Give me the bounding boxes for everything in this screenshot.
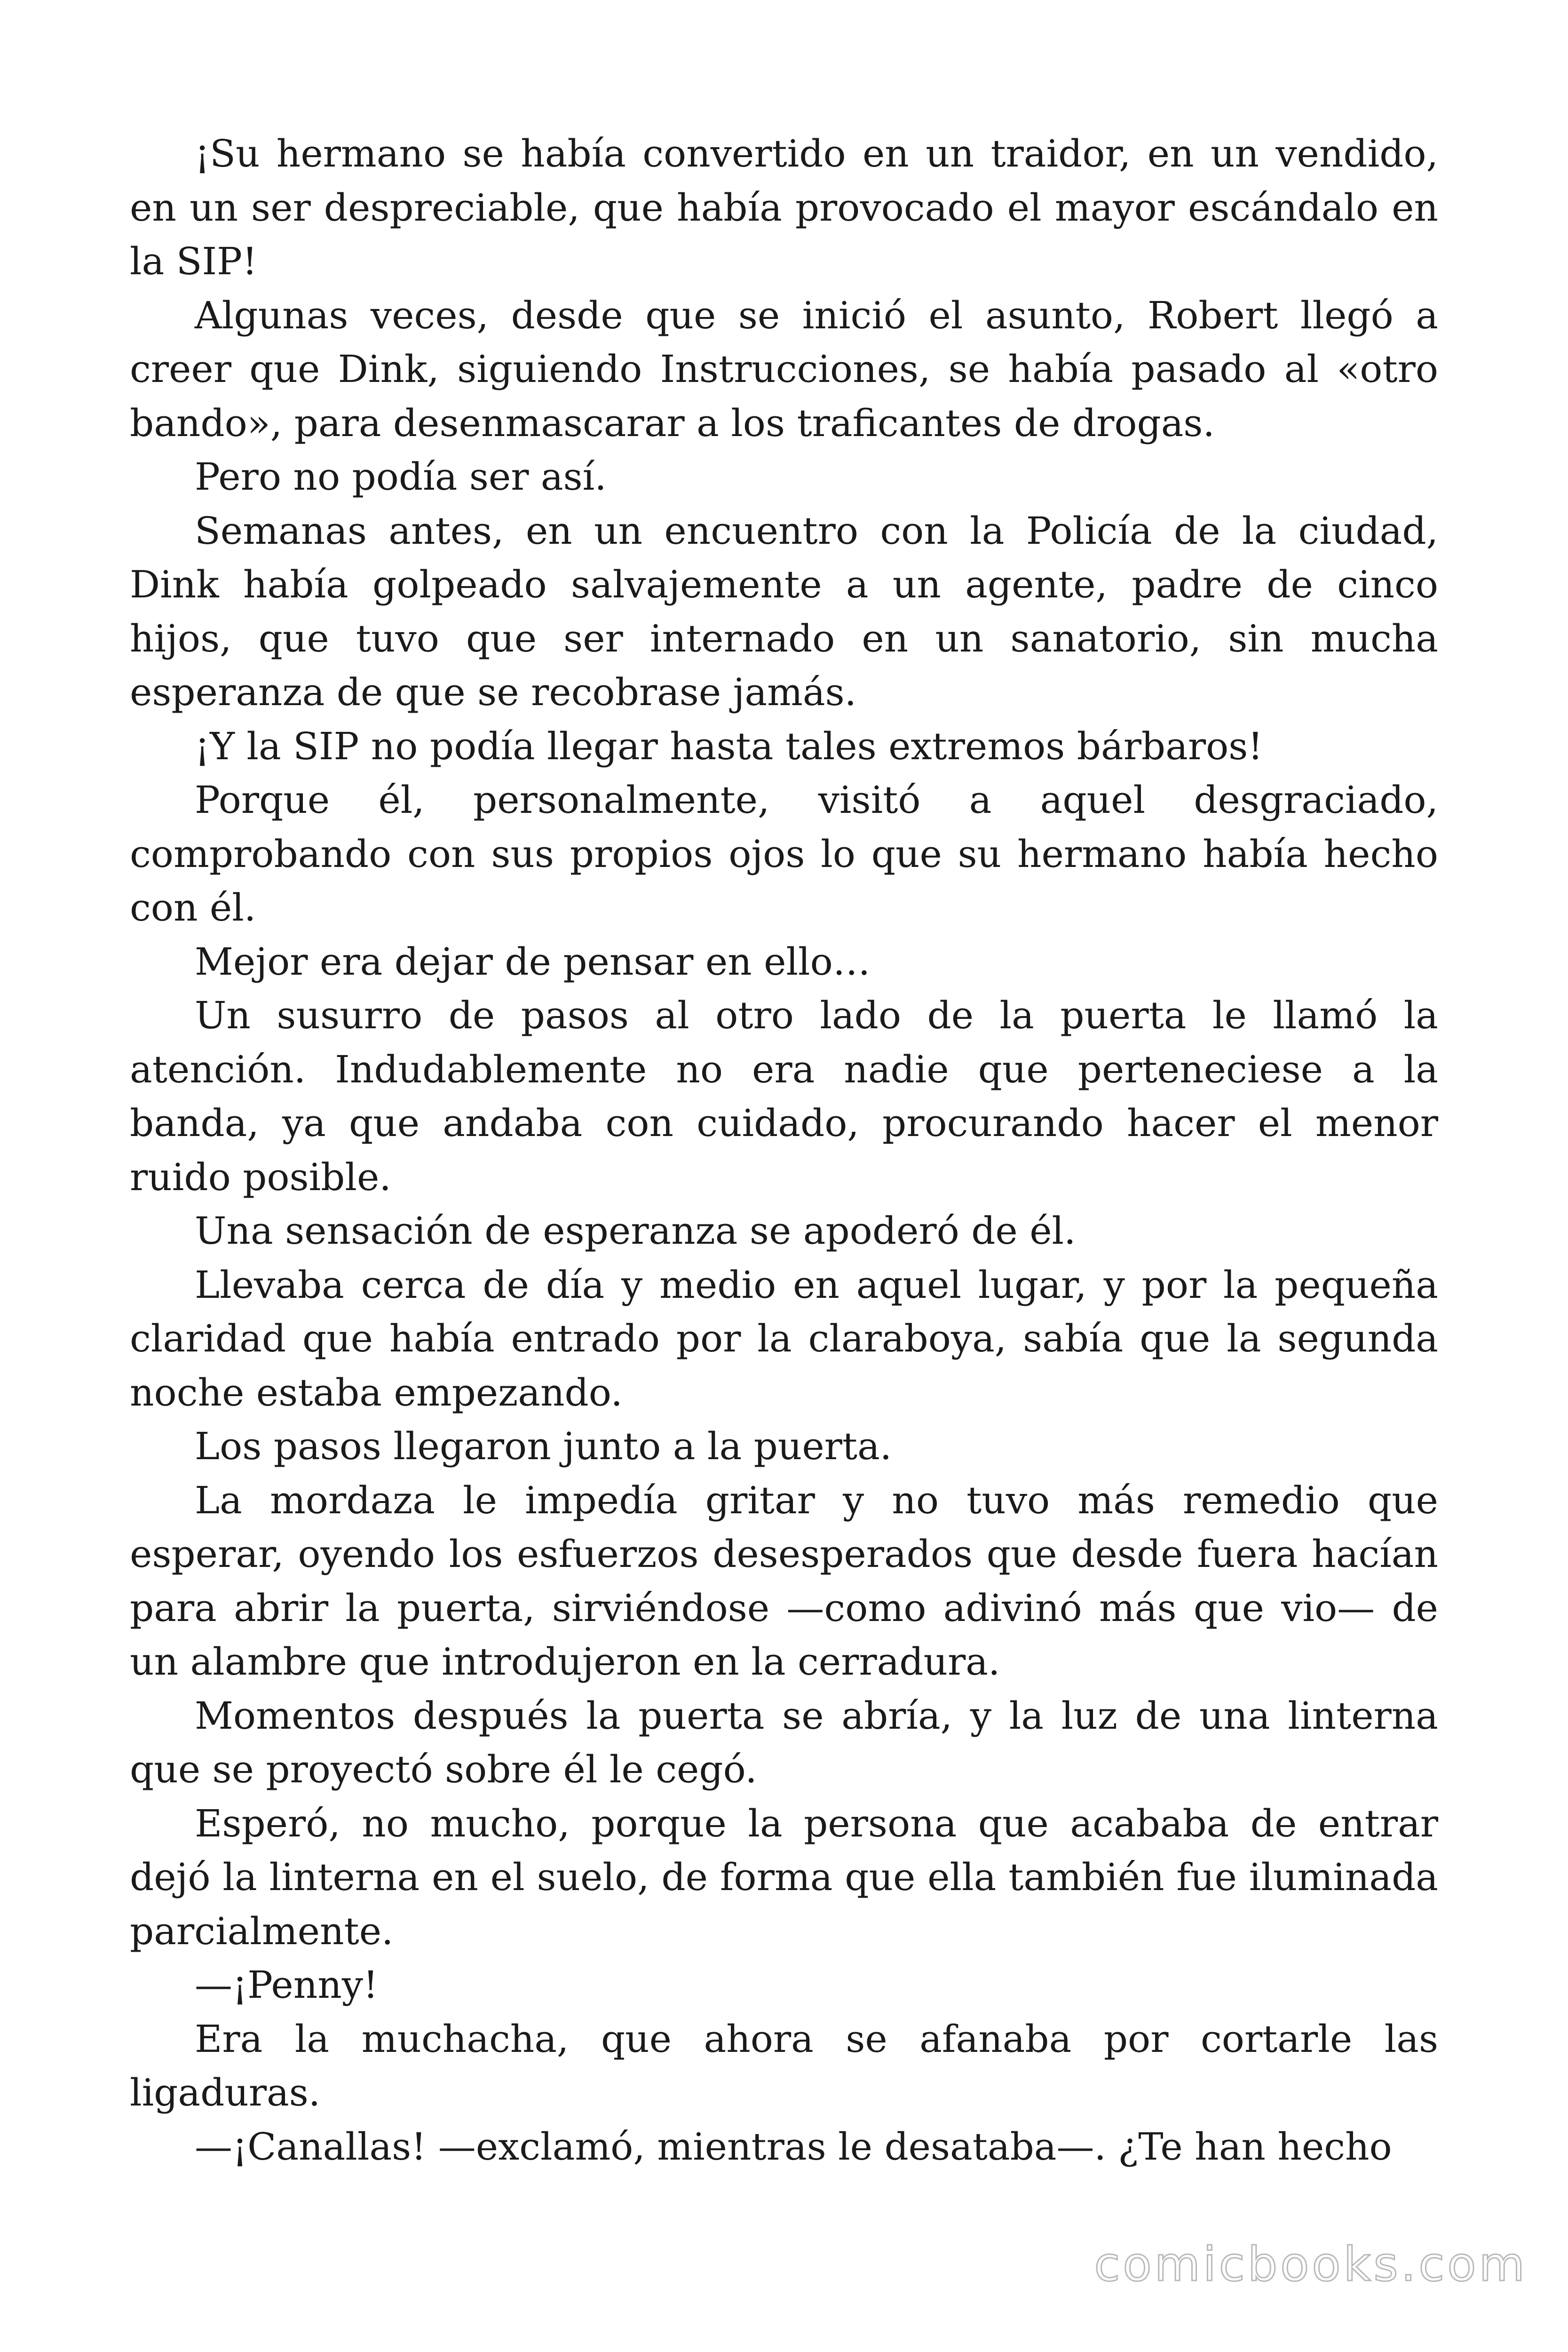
paragraph-17: —¡Canallas! —exclamó, mientras le desataba—. ¿Te han hecho (195, 2124, 1392, 2169)
body-text (130, 127, 1438, 2174)
paragraph-9: Una sensación de esperanza se apoderó de él. (195, 1209, 1076, 1253)
paragraph-13: Momentos después la puerta se abría, y la luz de una linterna que se proyectó sobre él le cegó. (130, 1693, 1438, 1791)
paragraph-5: ¡Y la SIP no podía llegar hasta tales extremos bárbaros! (195, 724, 1263, 768)
paragraph-16: Era la muchacha, que ahora se afanaba por cortarle las ligaduras. (130, 2017, 1438, 2114)
paragraph-4: Semanas antes, en un encuentro con la Policía de la ciudad, Dink había golpeado salvajemente a un agente, padre de cinco hijos, que tuvo que ser internado en un sanatorio, sin mucha esperanza de que se recobrase jamás. (130, 509, 1438, 714)
paragraph-1: ¡Su hermano se había convertido en un traidor, en un vendido, en un ser despreciable, que había provocado el mayor escándalo en la SIP! (130, 132, 1438, 283)
paragraph-15: —¡Penny! (195, 1963, 379, 2007)
paragraph-10: Llevaba cerca de día y medio en aquel lugar, y por la pequeña claridad que había entrado por la claraboya, sabía que la segunda noche estaba empezando. (130, 1263, 1438, 1414)
paragraph-12: La mordaza le impedía gritar y no tuvo más remedio que esperar, oyendo los esfuerzos desesperados que desde fuera hacían para abrir la puerta, sirviéndose —como adivinó más que vio— de un alambre que introdujeron en la cerradura. (130, 1478, 1438, 1684)
paragraph-2: Algunas veces, desde que se inició el asunto, Robert llegó a creer que Dink, siguiendo Instrucciones, se había pasado al «otro bando», para desenmascarar a los traficantes de drogas. (130, 293, 1438, 445)
watermark: comicbooks.com (1094, 2237, 1528, 2292)
paragraph-11: Los pasos llegaron junto a la puerta. (195, 1424, 892, 1468)
paragraph-7: Mejor era dejar de pensar en ello… (195, 939, 871, 984)
paragraph-14: Esperó, no mucho, porque la persona que acababa de entrar dejó la linterna en el suelo, de forma que ella también fue iluminada parcialmente. (130, 1801, 1438, 1953)
paragraph-8: Un susurro de pasos al otro lado de la puerta le llamó la atención. Indudablemente no era nadie que perteneciese a la banda, ya que andaba con cuidado, procurando hacer el menor ruido posible. (130, 993, 1438, 1199)
paragraph-6: Porque él, personalmente, visitó a aquel desgraciado, comprobando con sus propios ojos lo que su hermano había hecho con él. (130, 778, 1438, 930)
paragraph-3: Pero no podía ser así. (195, 455, 607, 499)
